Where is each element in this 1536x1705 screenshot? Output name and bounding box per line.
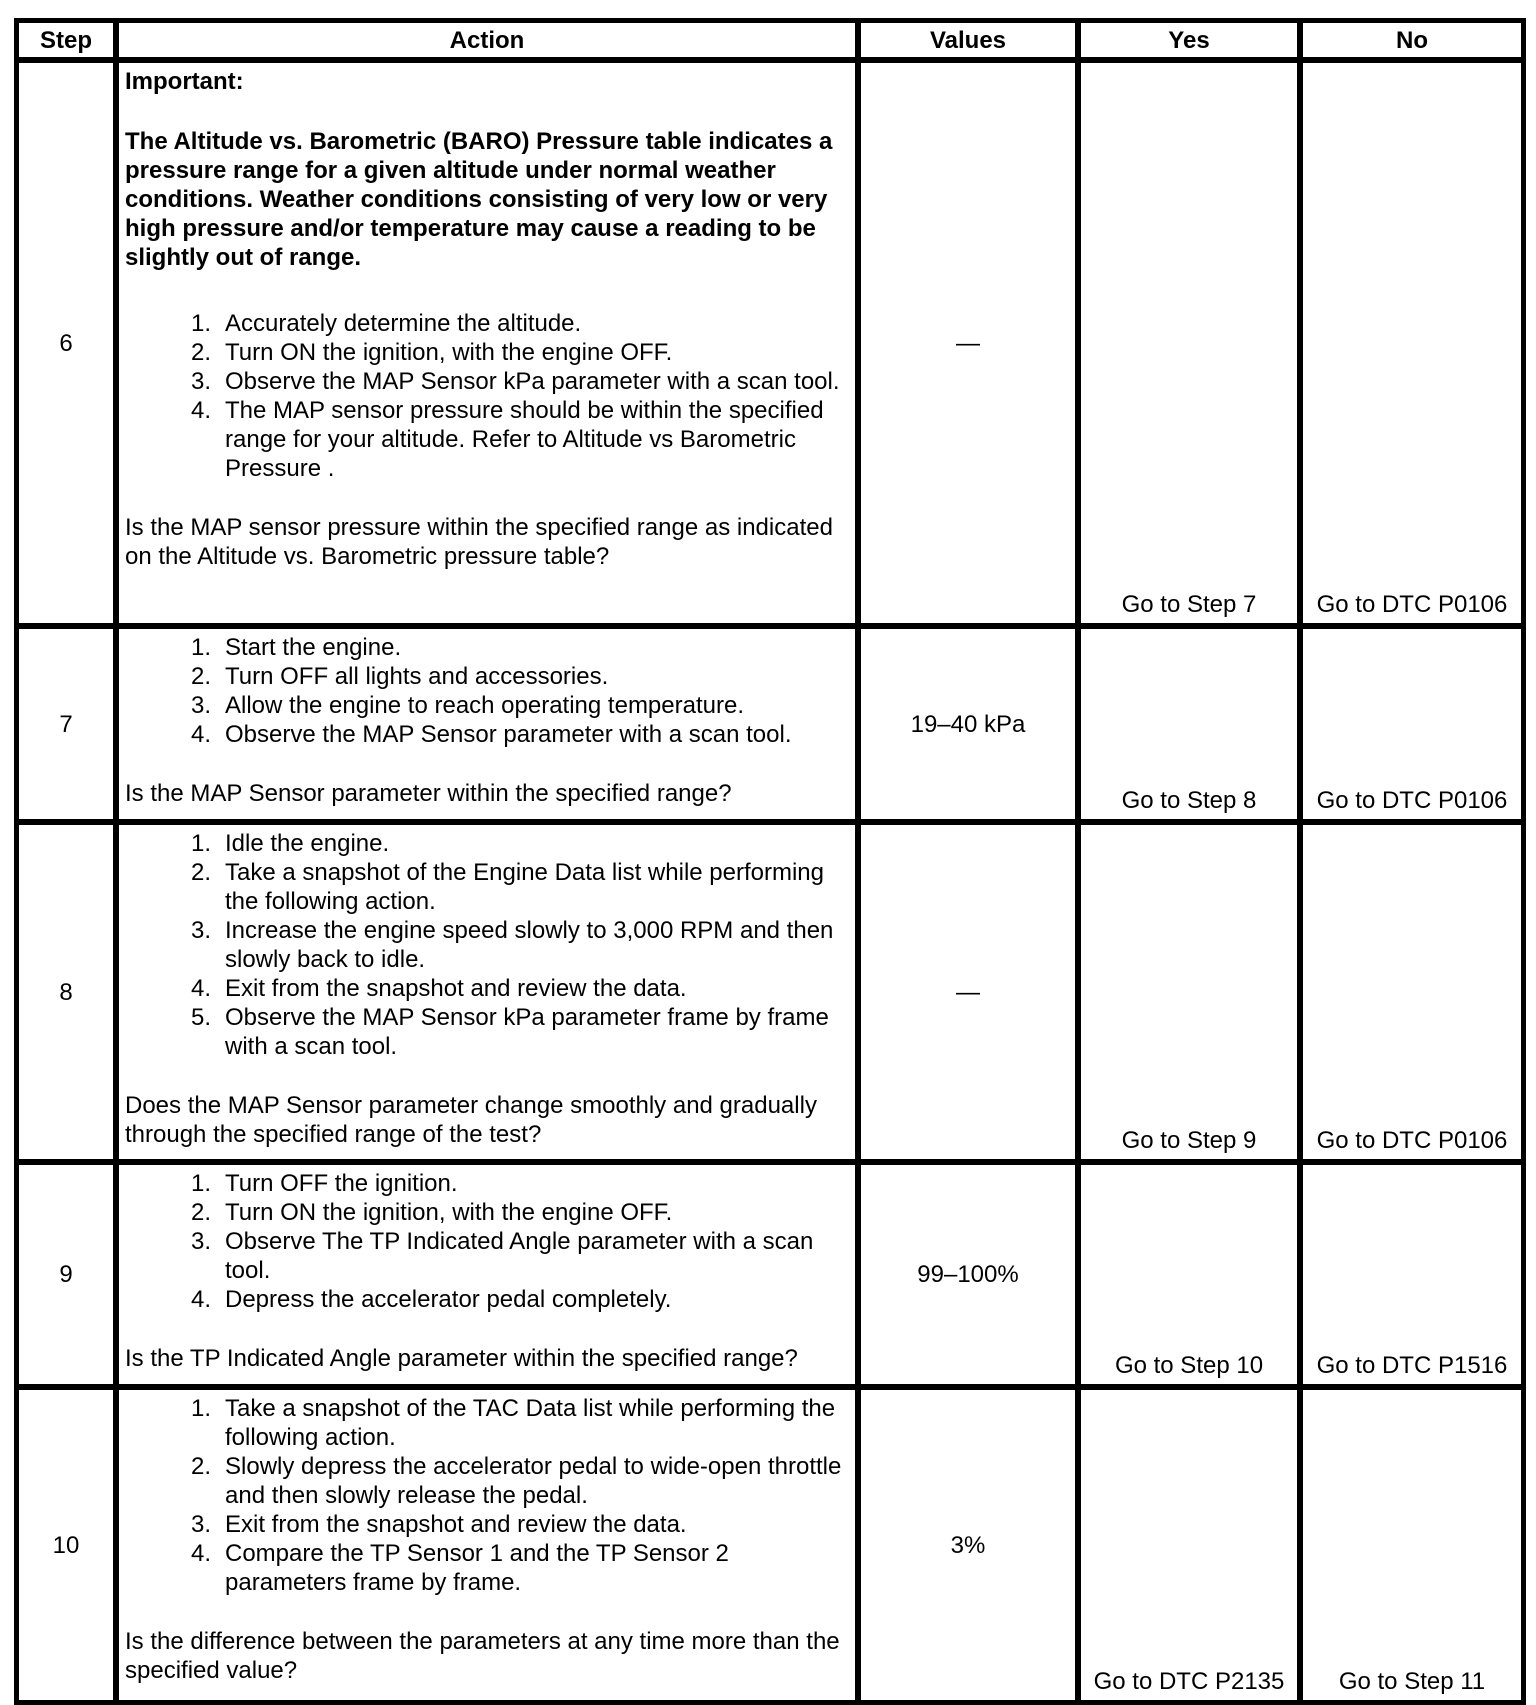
list-item-text: Exit from the snapshot and review the data. xyxy=(225,1511,687,1538)
list-item xyxy=(125,309,849,338)
no-cell: Go to DTC P0106 xyxy=(1300,822,1524,1162)
table-row xyxy=(16,822,1524,1162)
list-item-text: Turn ON the ignition, with the engine OFF. xyxy=(225,1199,673,1226)
question-text: Is the TP Indicated Angle parameter within the specified range? xyxy=(125,1345,798,1372)
list-item-number: 2. xyxy=(190,859,211,886)
step-number: 9 xyxy=(16,1162,116,1387)
important-body: The Altitude vs. Barometric (BARO) Pressure table indicates a pressure range for a given altitude under normal weather conditions. Weather conditions consisting of very low or very high pressure and/or temperature may cause a reading to be slightly out of range. xyxy=(125,128,833,271)
question-text: Does the MAP Sensor parameter change smoothly and gradually through the specified range of the test? xyxy=(125,1092,817,1148)
no-cell: Go to DTC P0106 xyxy=(1300,626,1524,822)
list-item-number: 3. xyxy=(190,917,211,944)
list-item-text: Slowly depress the accelerator pedal to wide-open throttle and then slowly release the pedal. xyxy=(225,1453,842,1509)
list-item-text: The MAP sensor pressure should be within the specified range for your altitude. Refer to Altitude vs Barometric Pressure . xyxy=(225,397,824,482)
list-item xyxy=(125,1394,849,1452)
list-item-text: Observe the MAP Sensor parameter with a scan tool. xyxy=(225,721,792,748)
diagnostic-table-sheet xyxy=(14,18,1522,1705)
action-steps-list xyxy=(125,1394,849,1597)
list-item-number: 2. xyxy=(190,1199,211,1226)
table-row xyxy=(16,626,1524,822)
list-item xyxy=(125,1198,849,1227)
list-item-number: 3. xyxy=(190,1511,211,1538)
list-item-text: Turn ON the ignition, with the engine OFF. xyxy=(225,339,673,366)
action-cell xyxy=(116,1162,858,1387)
list-item xyxy=(125,1510,849,1539)
list-item-number: 3. xyxy=(190,368,211,395)
step-number: 7 xyxy=(16,626,116,822)
list-item-number: 1. xyxy=(190,830,211,857)
no-cell: Go to Step 11 xyxy=(1300,1387,1524,1703)
list-item xyxy=(125,1539,849,1597)
list-item-text: Accurately determine the altitude. xyxy=(225,310,582,337)
list-item-text: Depress the accelerator pedal completely. xyxy=(225,1286,672,1313)
list-item xyxy=(125,1003,849,1061)
important-title: Important: xyxy=(125,68,244,95)
list-item xyxy=(125,829,849,858)
action-steps-list xyxy=(125,633,849,749)
list-item xyxy=(125,338,849,367)
header-values: Values xyxy=(858,20,1078,60)
header-action: Action xyxy=(116,20,858,60)
list-item xyxy=(125,1227,849,1285)
list-item-number: 4. xyxy=(190,721,211,748)
list-item xyxy=(125,1452,849,1510)
list-item-number: 1. xyxy=(190,1395,211,1422)
list-item-text: Start the engine. xyxy=(225,634,402,661)
list-item-text: Take a snapshot of the Engine Data list while performing the following action. xyxy=(225,859,825,915)
list-item-number: 2. xyxy=(190,663,211,690)
no-cell: Go to DTC P1516 xyxy=(1300,1162,1524,1387)
list-item-text: Compare the TP Sensor 1 and the TP Sensor 2 parameters frame by frame. xyxy=(225,1540,729,1596)
list-item xyxy=(125,396,849,483)
list-item-number: 3. xyxy=(190,1228,211,1255)
list-item-number: 4. xyxy=(190,975,211,1002)
action-cell xyxy=(116,822,858,1162)
values-cell: 99–100% xyxy=(858,1162,1078,1387)
list-item-number: 2. xyxy=(190,1453,211,1480)
diagnostic-table xyxy=(14,18,1526,1705)
list-item-text: Turn OFF the ignition. xyxy=(225,1170,458,1197)
yes-cell: Go to Step 7 xyxy=(1078,60,1300,626)
yes-cell: Go to DTC P2135 xyxy=(1078,1387,1300,1703)
step-number: 6 xyxy=(16,60,116,626)
question-text: Is the MAP sensor pressure within the specified range as indicated on the Altitude vs. Barometric pressure table? xyxy=(125,514,833,570)
list-item xyxy=(125,858,849,916)
list-item xyxy=(125,974,849,1003)
action-steps-list xyxy=(125,309,849,483)
action-steps-list xyxy=(125,829,849,1061)
table-row xyxy=(16,60,1524,626)
list-item-number: 1. xyxy=(190,1170,211,1197)
values-cell: 3% xyxy=(858,1387,1078,1703)
list-item-number: 4. xyxy=(190,397,211,424)
question-text: Is the difference between the parameters at any time more than the specified value? xyxy=(125,1628,840,1684)
list-item xyxy=(125,367,849,396)
list-item-number: 1. xyxy=(190,634,211,661)
action-steps-list xyxy=(125,1169,849,1314)
header-no: No xyxy=(1300,20,1524,60)
list-item xyxy=(125,916,849,974)
header-step: Step xyxy=(16,20,116,60)
list-item xyxy=(125,662,849,691)
table-row xyxy=(16,1162,1524,1387)
header-yes: Yes xyxy=(1078,20,1300,60)
values-cell: — xyxy=(858,60,1078,626)
values-cell: 19–40 kPa xyxy=(858,626,1078,822)
list-item-text: Observe The TP Indicated Angle parameter with a scan tool. xyxy=(225,1228,814,1284)
list-item-number: 4. xyxy=(190,1540,211,1567)
list-item-number: 5. xyxy=(190,1004,211,1031)
no-cell: Go to DTC P0106 xyxy=(1300,60,1524,626)
action-cell xyxy=(116,1387,858,1703)
list-item xyxy=(125,1285,849,1314)
values-cell: — xyxy=(858,822,1078,1162)
list-item-text: Idle the engine. xyxy=(225,830,390,857)
list-item-text: Exit from the snapshot and review the data. xyxy=(225,975,687,1002)
list-item-text: Observe the MAP Sensor kPa parameter with a scan tool. xyxy=(225,368,840,395)
header-row xyxy=(16,20,1524,60)
question-text: Is the MAP Sensor parameter within the specified range? xyxy=(125,780,732,807)
action-cell xyxy=(116,626,858,822)
list-item-number: 3. xyxy=(190,692,211,719)
list-item-number: 1. xyxy=(190,310,211,337)
list-item xyxy=(125,1169,849,1198)
list-item-text: Allow the engine to reach operating temperature. xyxy=(225,692,744,719)
list-item-text: Take a snapshot of the TAC Data list while performing the following action. xyxy=(225,1395,836,1451)
list-item xyxy=(125,633,849,662)
list-item-number: 4. xyxy=(190,1286,211,1313)
action-cell xyxy=(116,60,858,626)
step-number: 10 xyxy=(16,1387,116,1703)
list-item-text: Observe the MAP Sensor kPa parameter frame by frame with a scan tool. xyxy=(225,1004,829,1060)
yes-cell: Go to Step 8 xyxy=(1078,626,1300,822)
table-row xyxy=(16,1387,1524,1703)
list-item xyxy=(125,691,849,720)
yes-cell: Go to Step 10 xyxy=(1078,1162,1300,1387)
list-item xyxy=(125,720,849,749)
list-item-text: Turn OFF all lights and accessories. xyxy=(225,663,609,690)
list-item-text: Increase the engine speed slowly to 3,000 RPM and then slowly back to idle. xyxy=(225,917,834,973)
list-item-number: 2. xyxy=(190,339,211,366)
yes-cell: Go to Step 9 xyxy=(1078,822,1300,1162)
step-number: 8 xyxy=(16,822,116,1162)
